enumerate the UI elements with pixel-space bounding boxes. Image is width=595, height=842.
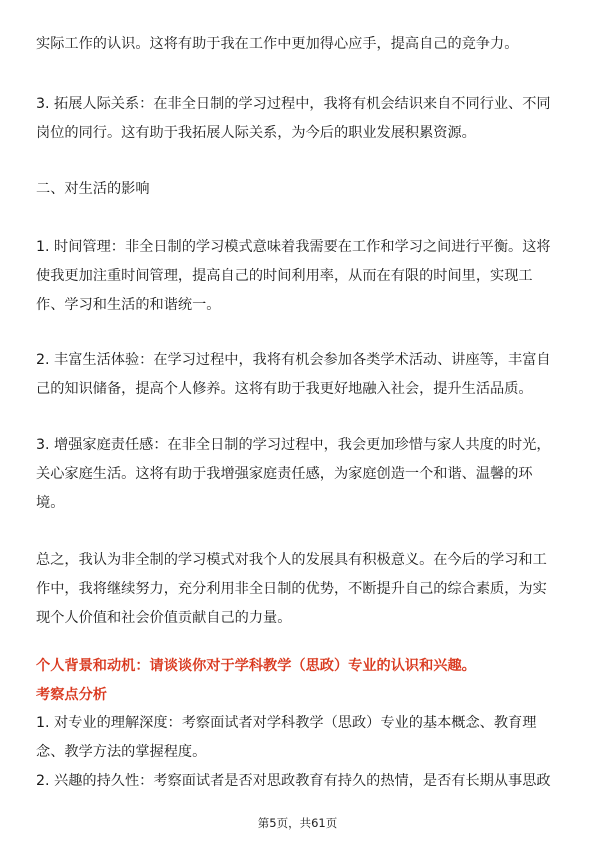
section-heading — [36, 175, 564, 204]
text-line: 己的知识储备，提高个人修养。这将有助于我更好地融入社会，提升生活品质。 — [36, 381, 533, 397]
text-line: 作、学习和生活的和谐统一。 — [36, 297, 221, 313]
question-heading — [36, 652, 564, 681]
paragraph — [36, 431, 564, 518]
text-line: 作中，我将继续努力，充分利用非全日制的优势，不断提升自己的综合素质，为实 — [36, 581, 547, 597]
text-line: 3. 拓展人际关系：在非全日制的学习过程中，我将有机会结识来自不同行业、不同 — [36, 96, 551, 112]
text-line: 2. 丰富生活体验：在学习过程中，我将有机会参加各类学术活动、讲座等，丰富自 — [36, 352, 551, 368]
paragraph — [36, 30, 564, 59]
text-line: 2. 兴趣的持久性：考察面试者是否对思政教育有持久的热情，是否有长期从事思政 — [36, 773, 551, 789]
text-line: 现个人价值和社会价值贡献自己的力量。 — [36, 610, 292, 626]
paragraph — [36, 546, 564, 633]
analysis-item — [36, 767, 564, 796]
text-line: 1. 时间管理：非全日制的学习模式意味着我需要在工作和学习之间进行平衡。这将 — [36, 239, 551, 255]
text-line: 3. 增强家庭责任感：在非全日制的学习过程中，我会更加珍惜与家人共度的时光， — [36, 437, 551, 453]
text-line: 使我更加注重时间管理，提高自己的时间利用率，从而在有限的时间里，实现工 — [36, 268, 533, 284]
text-line: 考察点分析 — [36, 687, 107, 703]
analysis-item — [36, 709, 564, 767]
paragraph — [36, 233, 564, 320]
text-line: 实际工作的认识。这将有助于我在工作中更加得心应手，提高自己的竞争力。 — [36, 36, 519, 52]
text-line: 1. 对专业的理解深度：考察面试者对学科教学（思政）专业的基本概念、教育理 — [36, 715, 537, 731]
text-line: 岗位的同行。这有助于我拓展人际关系，为今后的职业发展积累资源。 — [36, 125, 476, 141]
paragraph — [36, 346, 564, 404]
text-line: 境。 — [36, 495, 65, 511]
text-line: 二、对生活的影响 — [36, 181, 150, 197]
text-line: 念、教学方法的掌握程度。 — [36, 744, 207, 760]
paragraph — [36, 90, 564, 148]
text-line: 个人背景和动机：请谈谈你对于学科教学（思政）专业的认识和兴趣。 — [36, 658, 476, 674]
page-number: 第5页，共61页 — [257, 816, 338, 830]
analysis-heading — [36, 681, 564, 710]
text-line: 总之，我认为非全制的学习模式对我个人的发展具有积极意义。在今后的学习和工 — [36, 552, 547, 568]
text-line: 关心家庭生活。这将有助于我增强家庭责任感，为家庭创造一个和谐、温馨的环 — [36, 466, 533, 482]
